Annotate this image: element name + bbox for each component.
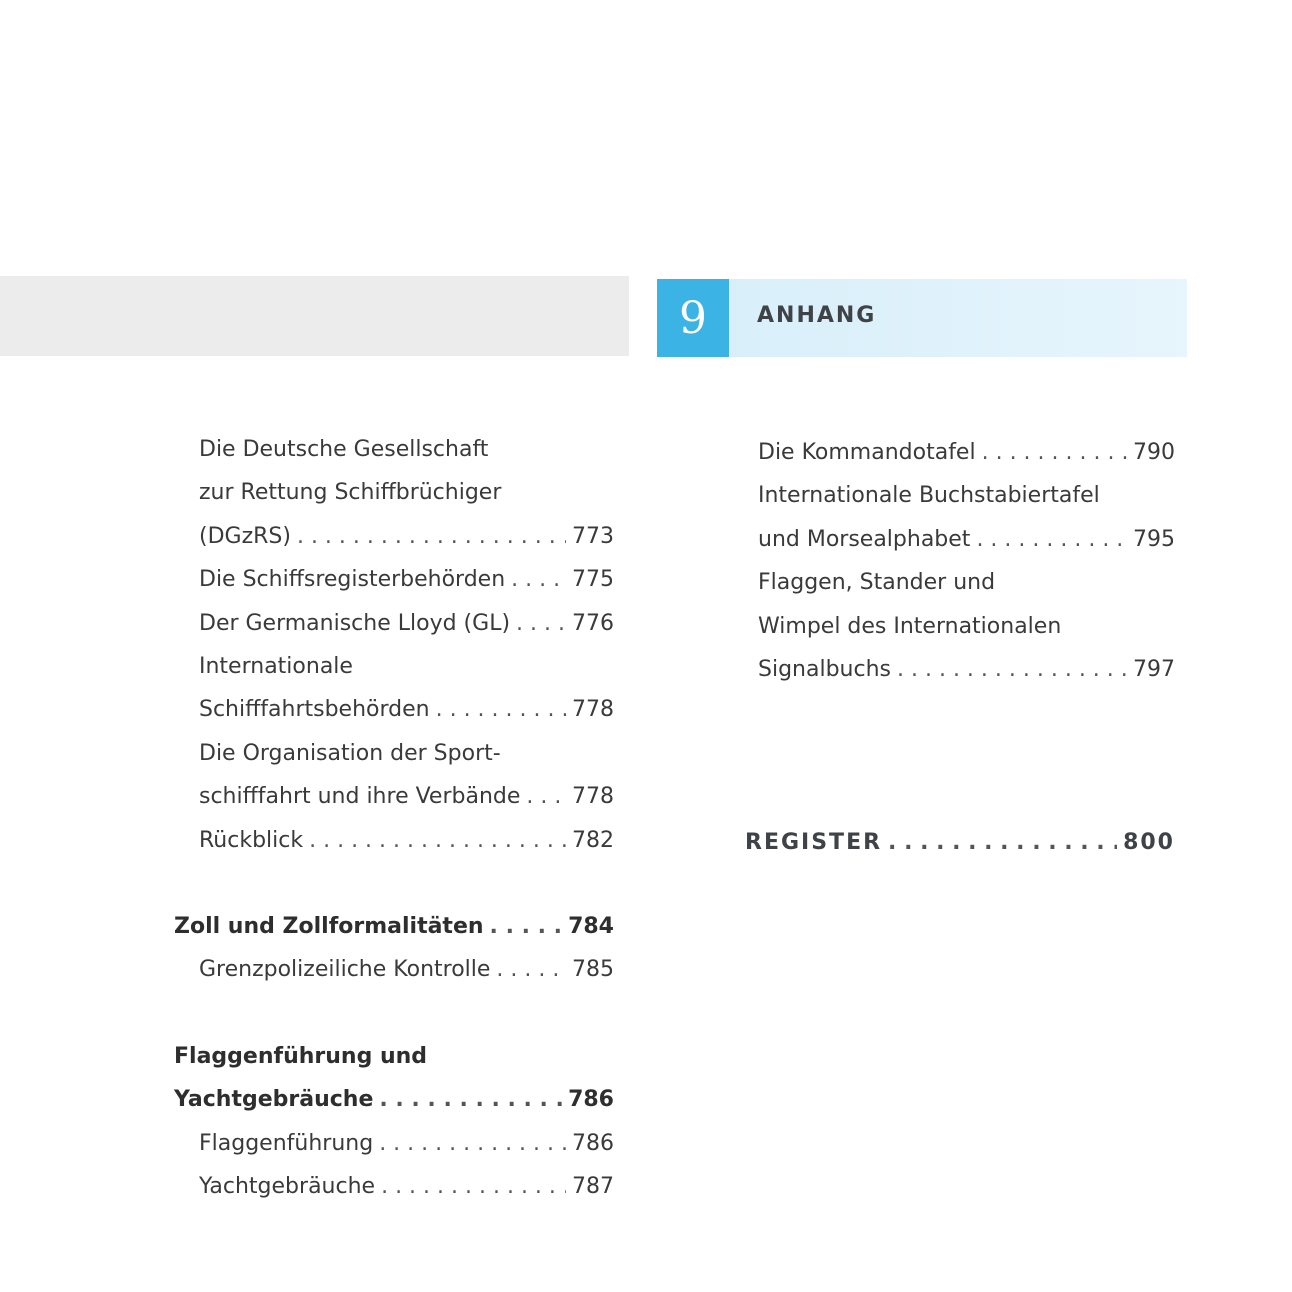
dot-leader (888, 821, 1117, 864)
toc-section-entry[interactable]: Flaggenführung und Yachtgebräuche . . . 786 (174, 1035, 614, 1122)
toc-entry[interactable]: Flaggen, Stander und Wimpel des Internationalen Signalbuchs . . . 797 (745, 561, 1175, 691)
header-band-left (0, 276, 629, 356)
toc-entry[interactable]: Rückblick . . . 782 (174, 819, 614, 862)
toc-entry[interactable]: Internationale Schifffahrtsbehörden . . . 778 (174, 645, 614, 732)
page-number: 797 (1133, 657, 1175, 683)
toc-register-entry[interactable]: REGISTER . . . 800 (745, 821, 1175, 864)
page-number: 784 (568, 914, 614, 940)
page-number: 775 (572, 567, 614, 593)
chapter-number: 9 (679, 292, 707, 344)
toc-entry[interactable]: Die Deutsche Gesellschaft zur Rettung Schiffbrüchiger (DGzRS) . . . 773 (174, 428, 614, 558)
toc-entry[interactable]: Die Kommandotafel . . . 790 (745, 431, 1175, 474)
dot-leader (897, 648, 1127, 691)
page-number: 786 (572, 1130, 614, 1156)
toc-entry[interactable]: Yachtgebräuche . . . 787 (174, 1165, 614, 1208)
toc-right-column (745, 431, 1175, 865)
dot-leader (379, 1122, 566, 1165)
dot-leader (511, 558, 566, 601)
page-number: 785 (572, 957, 614, 983)
page-number: 787 (572, 1174, 614, 1200)
toc-entry[interactable]: Der Germanische Lloyd (GL) . . . 776 (174, 602, 614, 645)
page-number: 776 (572, 610, 614, 636)
dot-leader (496, 948, 566, 991)
dot-leader (976, 518, 1127, 561)
dot-leader (381, 1165, 566, 1208)
toc-entry[interactable]: Flaggenführung . . . 786 (174, 1122, 614, 1165)
dot-leader (982, 431, 1127, 474)
dot-leader (297, 515, 566, 558)
header-band-right (657, 279, 1187, 357)
dot-leader (490, 905, 563, 948)
page-number: 773 (572, 523, 614, 549)
dot-leader (526, 775, 566, 818)
chapter-number-badge (657, 279, 729, 357)
dot-leader (379, 1078, 562, 1121)
page-number: 800 (1123, 830, 1175, 856)
dot-leader (436, 688, 566, 731)
page-number: 790 (1133, 440, 1175, 465)
page-number: 778 (572, 697, 614, 723)
page-number: 782 (572, 827, 614, 853)
toc-entry[interactable]: Grenzpolizeiliche Kontrolle . . . 785 (174, 948, 614, 991)
toc-entry[interactable]: Internationale Buchstabiertafel und Morsealphabet . . . 795 (745, 474, 1175, 561)
dot-leader (309, 819, 566, 862)
toc-left-column (174, 428, 614, 1209)
dot-leader (516, 602, 566, 645)
toc-entry[interactable]: Die Organisation der Sport- schifffahrt und ihre Verbände . . . 778 (174, 732, 614, 819)
page-number: 778 (572, 784, 614, 810)
page-number: 786 (568, 1087, 614, 1113)
chapter-title: ANHANG (757, 303, 877, 328)
page-number: 795 (1133, 526, 1175, 552)
toc-section-entry[interactable]: Zoll und Zollformalitäten . . . 784 (174, 905, 614, 948)
toc-entry[interactable]: Die Schiffsregisterbehörden . . . 775 (174, 558, 614, 601)
